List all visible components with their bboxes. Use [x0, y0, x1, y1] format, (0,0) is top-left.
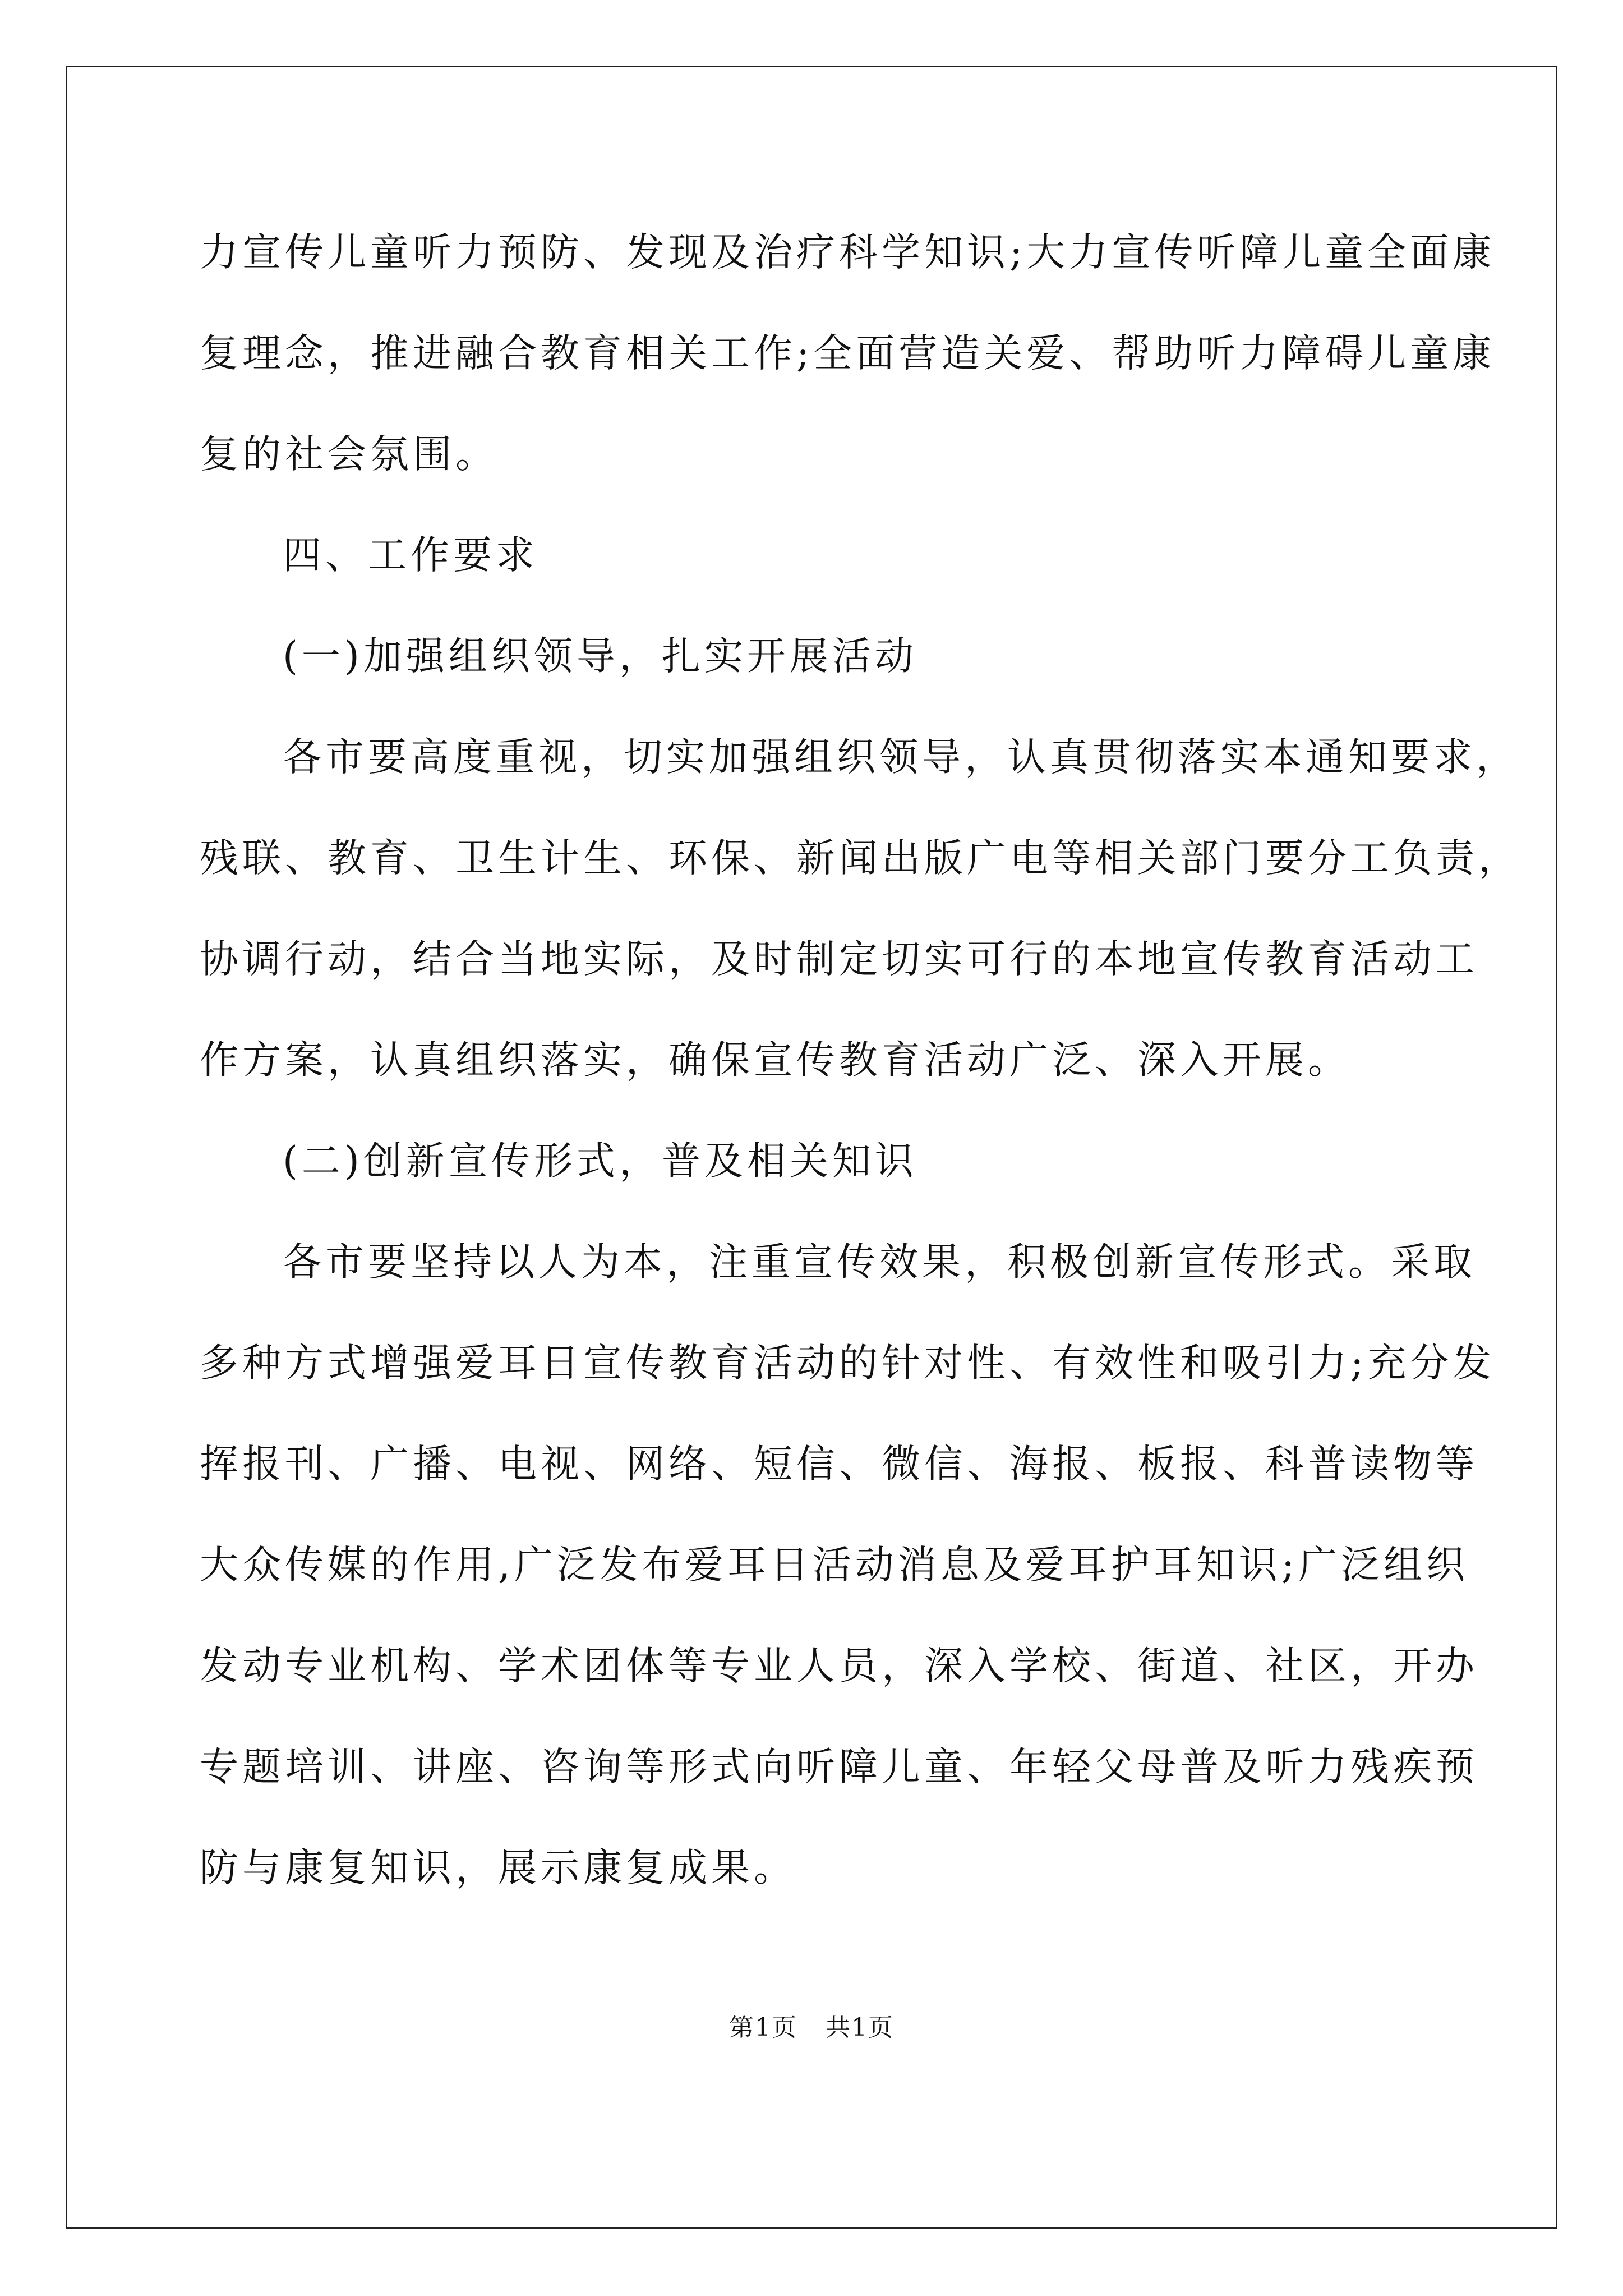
- subsection-heading: (一)加强组织领导，扎实开展活动: [283, 634, 917, 679]
- text-line: 复理念，推进融合教育相关工作;全面营造关爱、帮助听力障碍儿童康: [200, 331, 1496, 376]
- text-line: 协调行动，结合当地实际，及时制定切实可行的本地宣传教育活动工: [200, 937, 1478, 982]
- text-line: 各市要坚持以人为本，注重宣传效果，积极创新宣传形式。采取: [283, 1240, 1476, 1285]
- text-line: 残联、教育、卫生计生、环保、新闻出版广电等相关部门要分工负责，: [200, 836, 1521, 881]
- page-current: 第1页: [729, 2013, 797, 2042]
- section-heading: 四、工作要求: [283, 533, 538, 578]
- subsection-heading: (二)创新宣传形式，普及相关知识: [283, 1139, 917, 1184]
- text-line: 复的社会氛围。: [200, 432, 498, 477]
- document-body: [200, 202, 1521, 1918]
- text-line: 作方案，认真组织落实，确保宣传教育活动广泛、深入开展。: [200, 1038, 1350, 1083]
- text-line: 发动专业机构、学术团体等专业人员，深入学校、街道、社区，开办: [200, 1644, 1478, 1688]
- text-line: 多种方式增强爱耳日宣传教育活动的针对性、有效性和吸引力;充分发: [200, 1341, 1496, 1386]
- page-footer: [0, 2011, 1623, 2045]
- text-line: 各市要高度重视，切实加强组织领导，认真贯彻落实本通知要求，: [283, 735, 1519, 780]
- text-line: 挥报刊、广播、电视、网络、短信、微信、海报、板报、科普读物等: [200, 1442, 1478, 1487]
- text-line: 专题培训、讲座、咨询等形式向听障儿童、年轻父母普及听力残疾预: [200, 1745, 1478, 1789]
- text-line: 力宣传儿童听力预防、发现及治疗科学知识;大力宣传听障儿童全面康: [200, 230, 1496, 275]
- text-line: 防与康复知识，展示康复成果。: [200, 1846, 796, 1890]
- text-line: 大众传媒的作用,广泛发布爱耳日活动消息及爱耳护耳知识;广泛组织: [200, 1543, 1469, 1588]
- page-total: 共1页: [826, 2013, 894, 2042]
